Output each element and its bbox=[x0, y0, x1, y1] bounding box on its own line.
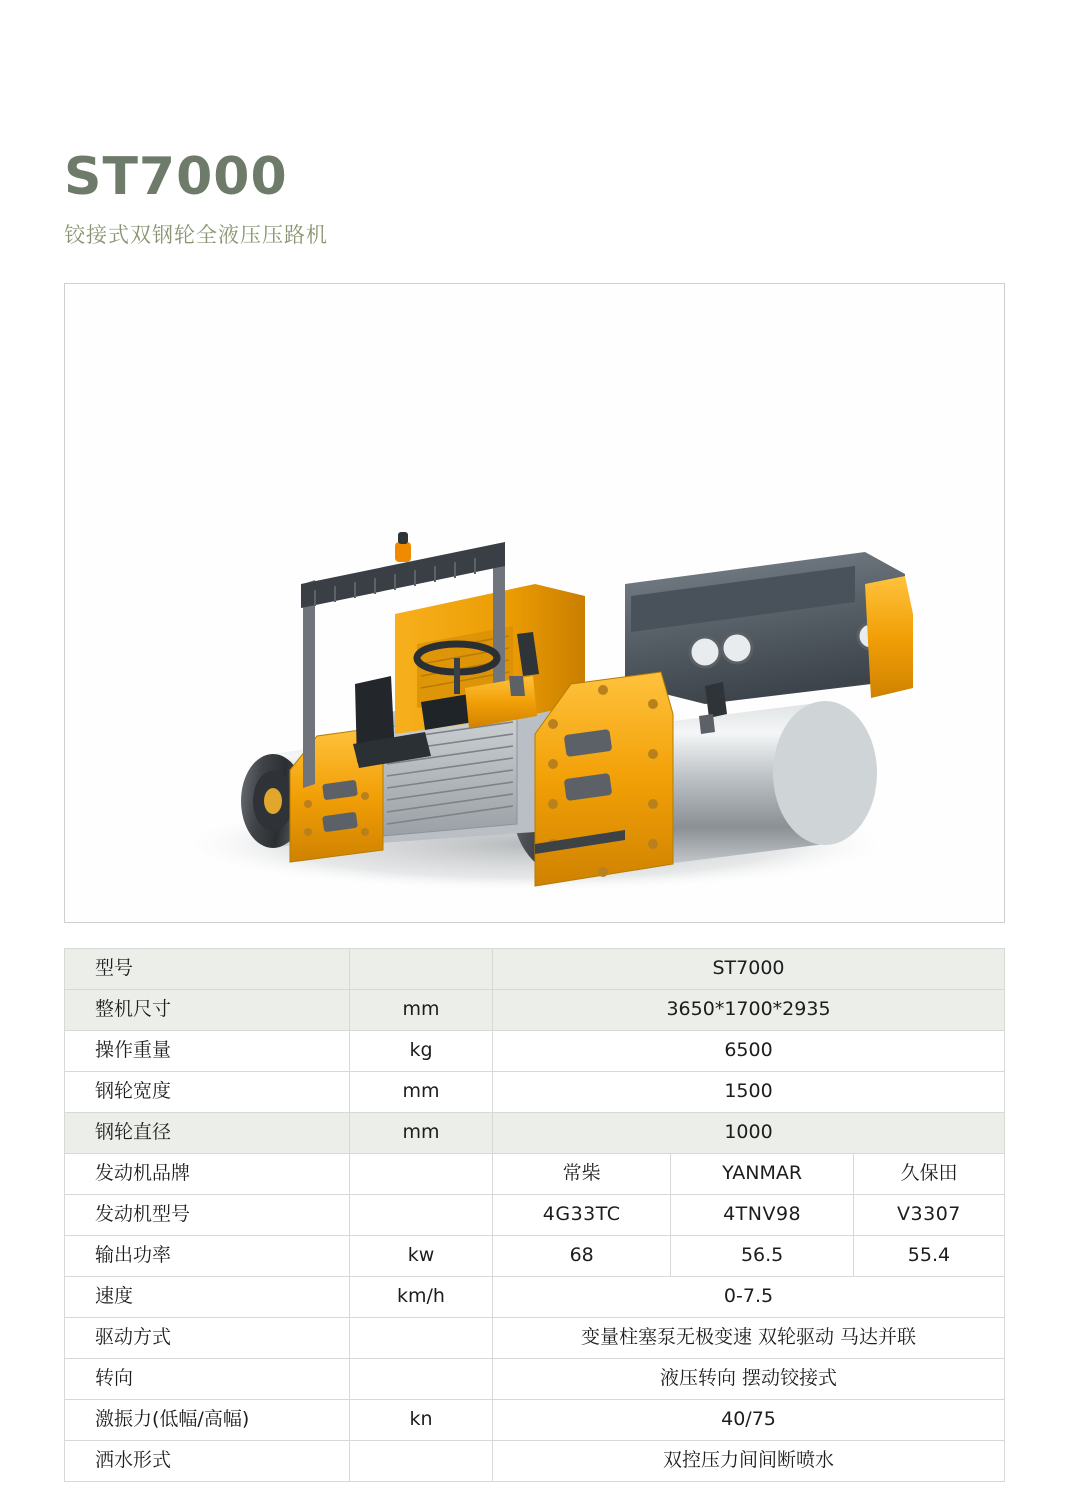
table-row bbox=[65, 1072, 1005, 1113]
spec-unit: kg bbox=[350, 1031, 493, 1072]
spec-value: YANMAR bbox=[671, 1154, 854, 1195]
table-row bbox=[65, 1441, 1005, 1482]
spec-name: 转向 bbox=[65, 1359, 350, 1400]
spec-name: 洒水形式 bbox=[65, 1441, 350, 1482]
spec-value: 56.5 bbox=[671, 1236, 854, 1277]
table-row bbox=[65, 1113, 1005, 1154]
page-subtitle: 铰接式双钢轮全液压压路机 bbox=[64, 222, 328, 247]
product-photo-frame bbox=[64, 283, 1005, 923]
title-block bbox=[64, 147, 964, 249]
table-row bbox=[65, 1277, 1005, 1318]
spec-unit: kn bbox=[350, 1400, 493, 1441]
table-row bbox=[65, 1318, 1005, 1359]
spec-unit: kw bbox=[350, 1236, 493, 1277]
table-row bbox=[65, 1400, 1005, 1441]
table-row bbox=[65, 1195, 1005, 1236]
spec-value: 1000 bbox=[493, 1113, 1005, 1154]
table-row bbox=[65, 1236, 1005, 1277]
spec-name: 发动机品牌 bbox=[65, 1154, 350, 1195]
spec-name: 整机尺寸 bbox=[65, 990, 350, 1031]
table-row bbox=[65, 949, 1005, 990]
spec-value: 变量柱塞泵无极变速 双轮驱动 马达并联 bbox=[493, 1318, 1005, 1359]
roller-illustration bbox=[65, 284, 1004, 922]
spec-name: 激振力(低幅/高幅) bbox=[65, 1400, 350, 1441]
spec-value: 3650*1700*2935 bbox=[493, 990, 1005, 1031]
spec-value: 40/75 bbox=[493, 1400, 1005, 1441]
spec-unit bbox=[350, 1195, 493, 1236]
spec-name: 钢轮直径 bbox=[65, 1113, 350, 1154]
spec-value: 常柴 bbox=[493, 1154, 671, 1195]
spec-name: 钢轮宽度 bbox=[65, 1072, 350, 1113]
spec-unit: mm bbox=[350, 1072, 493, 1113]
spec-name: 操作重量 bbox=[65, 1031, 350, 1072]
specifications-table-body bbox=[65, 949, 1005, 1482]
spec-value: 1500 bbox=[493, 1072, 1005, 1113]
spec-value: 双控压力间间断喷水 bbox=[493, 1441, 1005, 1482]
spec-unit bbox=[350, 949, 493, 990]
spec-value: 68 bbox=[493, 1236, 671, 1277]
table-row bbox=[65, 1031, 1005, 1072]
spec-name: 型号 bbox=[65, 949, 350, 990]
spec-value: 0-7.5 bbox=[493, 1277, 1005, 1318]
table-row bbox=[65, 1154, 1005, 1195]
spec-value: 4G33TC bbox=[493, 1195, 671, 1236]
page-title: ST7000 bbox=[64, 147, 288, 207]
spec-unit: mm bbox=[350, 990, 493, 1031]
specifications-table bbox=[64, 948, 1005, 1482]
table-row bbox=[65, 990, 1005, 1031]
product-photo bbox=[65, 284, 1004, 922]
spec-name: 发动机型号 bbox=[65, 1195, 350, 1236]
spec-value: ST7000 bbox=[493, 949, 1005, 990]
spec-value: 久保田 bbox=[853, 1154, 1004, 1195]
table-row bbox=[65, 1359, 1005, 1400]
spec-value: 6500 bbox=[493, 1031, 1005, 1072]
spec-value: 4TNV98 bbox=[671, 1195, 854, 1236]
spec-unit bbox=[350, 1441, 493, 1482]
spec-name: 输出功率 bbox=[65, 1236, 350, 1277]
spec-unit bbox=[350, 1359, 493, 1400]
spec-unit bbox=[350, 1154, 493, 1195]
spec-unit: km/h bbox=[350, 1277, 493, 1318]
spec-value: 液压转向 摆动铰接式 bbox=[493, 1359, 1005, 1400]
spec-value: V3307 bbox=[853, 1195, 1004, 1236]
spec-unit: mm bbox=[350, 1113, 493, 1154]
spec-value: 55.4 bbox=[853, 1236, 1004, 1277]
spec-name: 驱动方式 bbox=[65, 1318, 350, 1359]
spec-unit bbox=[350, 1318, 493, 1359]
spec-name: 速度 bbox=[65, 1277, 350, 1318]
